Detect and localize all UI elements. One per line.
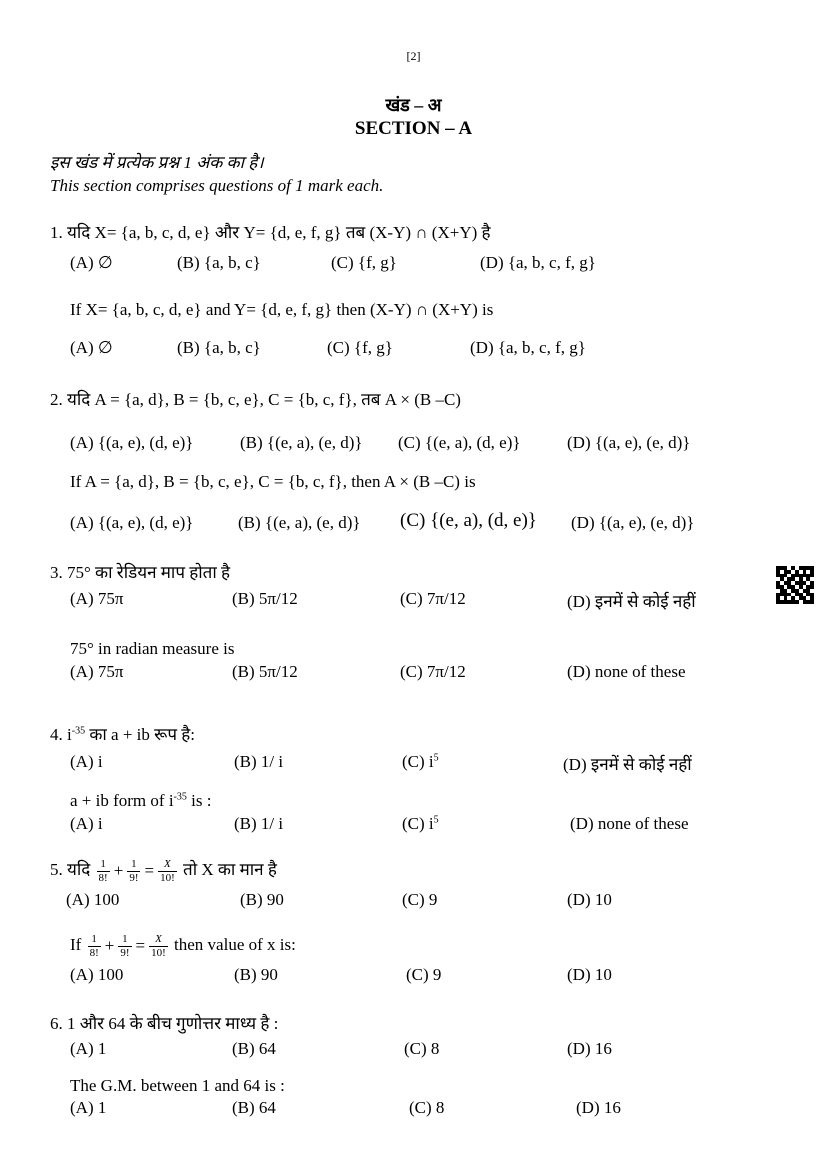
q2-option-c-hindi: (C) {(e, a), (d, e)}: [398, 433, 521, 452]
q6-text-english: The G.M. between 1 and 64 is :: [70, 1076, 285, 1095]
q5-option-d-english: (D) 10: [567, 965, 612, 984]
q4-option-c-english: (C) $i^5$: [402, 814, 439, 833]
fraction: $\frac{1}{8!}$: [98, 857, 108, 884]
q3-option-d-english: (D) none of these: [567, 662, 686, 681]
q1-option-b-hindi: (B) {a, b, c}: [177, 253, 261, 272]
q4-text-english: a + ib form of $i^{-35}$ is :: [70, 791, 212, 810]
section-note-english: This section comprises questions of 1 mark each.: [50, 176, 384, 195]
q3-option-b-english: (B) 5π/12: [232, 662, 298, 681]
q4-option-b-english: (B) 1/ i: [234, 814, 284, 833]
q6-option-c-hindi: (C) 8: [404, 1039, 440, 1058]
q1-option-b-english: (B) {a, b, c}: [177, 338, 261, 357]
q6-option-d-hindi: (D) 16: [567, 1039, 612, 1058]
q2-text-hindi: 2. यदि A = {a, d}, B = {b, c, e}, C = {b, c, f}, तब A × (B –C): [50, 390, 461, 409]
q6-option-d-english: (D) 16: [576, 1098, 621, 1117]
page-number: [2]: [406, 49, 421, 63]
q5-option-a-english: (A) 100: [70, 965, 124, 984]
q6-option-a-hindi: (A) 1: [70, 1039, 107, 1058]
q2-option-c-english: (C) {(e, a), (d, e)}: [400, 510, 537, 531]
qr-code: [776, 566, 814, 604]
q6-text-hindi: 6. 1 और 64 के बीच गुणोत्तर माध्य है :: [50, 1014, 279, 1033]
q4-option-c-hindi: (C) $i^5$: [402, 752, 439, 771]
q3-text-hindi: 3. 75° का रेडियन माप होता है: [50, 563, 231, 582]
q3-option-a-hindi: (A) 75π: [70, 589, 124, 608]
fraction: $\frac{1}{9!}$: [120, 932, 130, 959]
q1-option-d-english: (D) {a, b, c, f, g}: [470, 338, 586, 357]
q2-option-a-hindi: (A) {(a, e), (d, e)}: [70, 433, 194, 452]
q6-option-a-english: (A) 1: [70, 1098, 107, 1117]
fraction: $\frac{X}{10!}$: [160, 857, 175, 884]
q3-option-d-hindi: (D) इनमें से कोई नहीं: [567, 592, 696, 611]
q5-option-c-english: (C) 9: [406, 965, 442, 984]
q5-text-hindi: 5. यदि $\frac{1}{8!}$ + $\frac{1}{9!}$ = $\frac{X}{10!}$ तो X का मान है: [50, 857, 277, 884]
q2-text-english: If A = {a, d}, B = {b, c, e}, C = {b, c, f}, then A × (B –C) is: [70, 472, 476, 491]
q1-option-c-english: (C) {f, g}: [327, 338, 393, 357]
q5-option-a-hindi: (A) 100: [66, 890, 120, 909]
q5-option-c-hindi: (C) 9: [402, 890, 438, 909]
q6-option-b-english: (B) 64: [232, 1098, 276, 1117]
section-note-hindi: इस खंड में प्रत्येक प्रश्न 1 अंक का है।: [50, 153, 264, 172]
q3-option-b-hindi: (B) 5π/12: [232, 589, 298, 608]
q4-option-b-hindi: (B) 1/ i: [234, 752, 284, 771]
q3-option-c-hindi: (C) 7π/12: [400, 589, 466, 608]
q4-option-d-english: (D) none of these: [570, 814, 689, 833]
q5-text-english: If $\frac{1}{8!}$ + $\frac{1}{9!}$ = $\frac{X}{10!}$ then value of x is:: [70, 932, 296, 959]
q1-option-c-hindi: (C) {f, g}: [331, 253, 397, 272]
q2-option-b-hindi: (B) {(e, a), (e, d)}: [240, 433, 363, 452]
q1-option-d-hindi: (D) {a, b, c, f, g}: [480, 253, 596, 272]
q3-option-c-english: (C) 7π/12: [400, 662, 466, 681]
q1-text-hindi: 1. यदि X= {a, b, c, d, e} और Y= {d, e, f, g} तब (X-Y) ∩ (X+Y) है: [50, 223, 491, 242]
q1-option-a-english: (A) ∅: [70, 338, 113, 357]
q3-text-english: 75° in radian measure is: [70, 639, 235, 658]
q6-option-c-english: (C) 8: [409, 1098, 445, 1117]
q5-option-b-hindi: (B) 90: [240, 890, 284, 909]
q4-text-hindi: 4. $i^{-35}$ का a + ib रूप है:: [50, 725, 196, 744]
q5-option-b-english: (B) 90: [234, 965, 278, 984]
fraction: $\frac{X}{10!}$: [151, 932, 166, 959]
section-title-hindi: खंड – अ: [385, 95, 442, 115]
q1-text-english: If X= {a, b, c, d, e} and Y= {d, e, f, g} then (X-Y) ∩ (X+Y) is: [70, 300, 494, 319]
q1-option-a-hindi: (A) ∅: [70, 253, 113, 272]
q2-option-d-hindi: (D) {(a, e), (e, d)}: [567, 433, 691, 452]
section-title-english: SECTION – A: [354, 118, 473, 139]
q4-option-d-hindi: (D) इनमें से कोई नहीं: [563, 755, 692, 774]
q6-option-b-hindi: (B) 64: [232, 1039, 276, 1058]
q2-option-b-english: (B) {(e, a), (e, d)}: [238, 513, 361, 532]
q4-option-a-english: (A) i: [70, 814, 103, 833]
q4-option-a-hindi: (A) i: [70, 752, 103, 771]
q2-option-a-english: (A) {(a, e), (d, e)}: [70, 513, 194, 532]
q3-option-a-english: (A) 75π: [70, 662, 124, 681]
q5-option-d-hindi: (D) 10: [567, 890, 612, 909]
fraction: $\frac{1}{8!}$: [89, 932, 99, 959]
fraction: $\frac{1}{9!}$: [129, 857, 139, 884]
q2-option-d-english: (D) {(a, e), (e, d)}: [571, 513, 695, 532]
